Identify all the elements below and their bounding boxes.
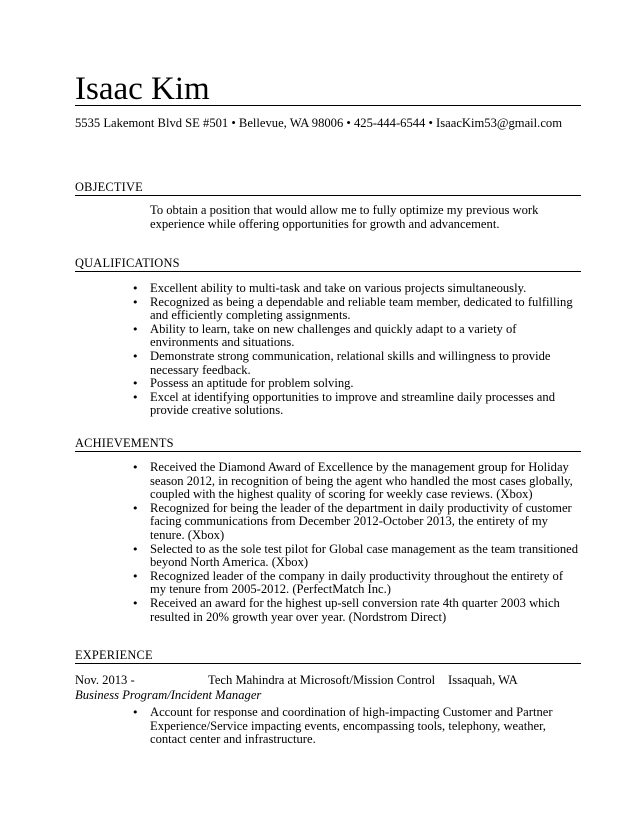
job-title: Business Program/Incident Manager xyxy=(75,688,262,702)
list-item: • Account for response and coordination of high-impacting Customer and Partner Experience/Service impacting events, encompassing tools, telephony, weather, contact center and infrastructure. xyxy=(150,706,580,747)
list-item: • Possess an aptitude for problem solving. xyxy=(150,377,580,391)
job-company: Tech Mahindra at Microsoft/Mission Control xyxy=(208,673,436,687)
list-item: • Received an award for the highest up-sell conversion rate 4th quarter 2003 which resulted in 20% growth year over year. (Nordstrom Direct) xyxy=(150,597,580,624)
candidate-name: Isaac Kim xyxy=(75,74,581,106)
achievements-list xyxy=(150,461,580,624)
qualifications-list xyxy=(150,282,580,418)
achievements-heading: ACHIEVEMENTS xyxy=(75,436,581,452)
list-item: • Ability to learn, take on new challenges and quickly adapt to a variety of environments and situations. xyxy=(150,323,580,350)
experience-heading: EXPERIENCE xyxy=(75,648,581,664)
list-item: • Excellent ability to multi-task and take on various projects simultaneously. xyxy=(150,282,580,296)
job-location: Issaquah, WA xyxy=(448,673,518,687)
list-item: • Excel at identifying opportunities to improve and streamline daily processes and provide creative solutions. xyxy=(150,391,580,418)
job-duties-list xyxy=(150,706,580,747)
list-item: • Recognized for being the leader of the department in daily productivity of customer facing communications from December 2012-October 2013, the entirety of my tenure. (Xbox) xyxy=(150,502,580,543)
job-date: Nov. 2013 - xyxy=(75,673,135,687)
list-item: • Recognized as being a dependable and reliable team member, dedicated to fulfilling and efficiently completing assignments. xyxy=(150,296,580,323)
list-item: • Recognized leader of the company in daily productivity throughout the entirety of my tenure from 2005-2012. (PerfectMatch Inc.) xyxy=(150,570,580,597)
list-item: • Received the Diamond Award of Excellence by the management group for Holiday season 2012, in recognition of being the agent who handled the most cases globally, coupled with the highest quality of scoring for weekly case reviews. (Xbox) xyxy=(150,461,580,502)
contact-line: 5535 Lakemont Blvd SE #501 • Bellevue, WA 98006 • 425-444-6544 • IsaacKim53@gmail.com xyxy=(75,116,562,130)
list-item: • Demonstrate strong communication, relational skills and willingness to provide necessary feedback. xyxy=(150,350,580,377)
objective-text: To obtain a position that would allow me to fully optimize my previous work experience while offering opportunities for growth and advancement. xyxy=(150,203,539,231)
objective-heading: OBJECTIVE xyxy=(75,180,581,196)
list-item: • Selected to as the sole test pilot for Global case management as the team transitioned beyond North America. (Xbox) xyxy=(150,543,580,570)
qualifications-heading: QUALIFICATIONS xyxy=(75,256,581,272)
